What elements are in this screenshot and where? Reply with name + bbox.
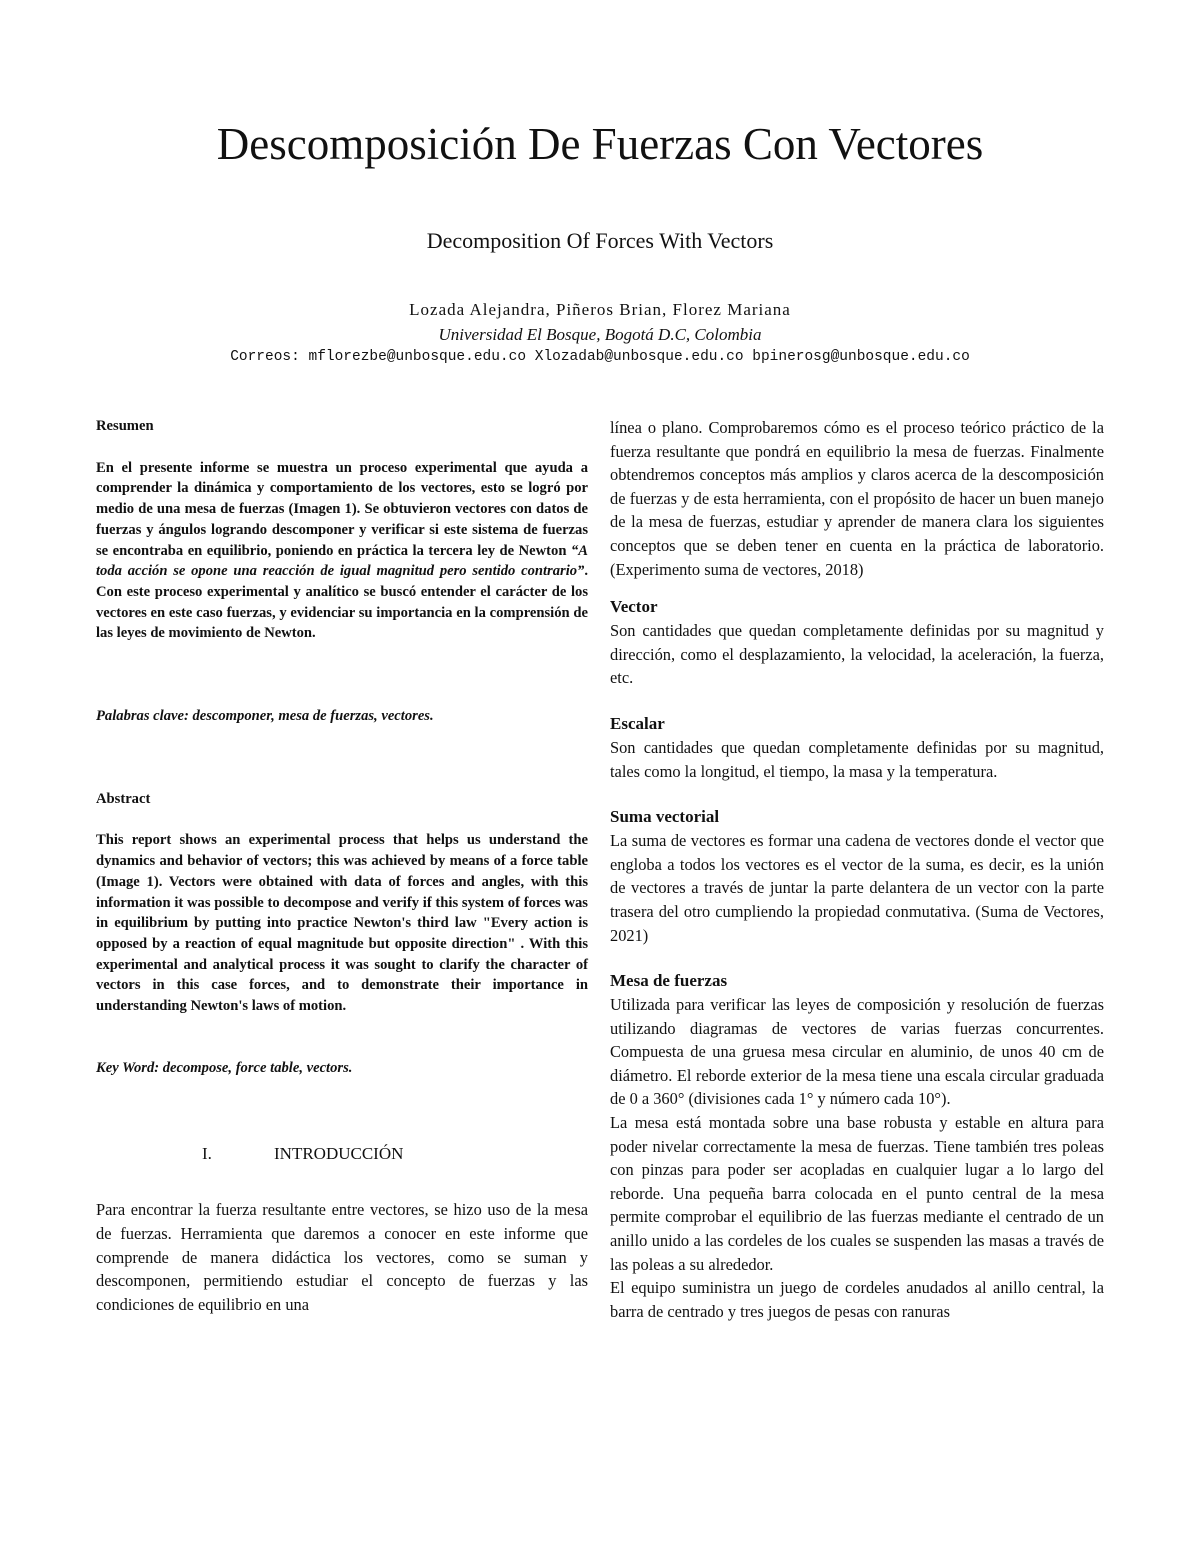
vector-heading: Vector [610,597,658,617]
section-number: I. [202,1144,212,1164]
abstract-text: This report shows an experimental process that helps us understand the dynamics and behavior of vectors; this was achieved by means of a force table (Image 1). Vectors were obtained with data of forces and angles, with this information it was possible to decompose and verify if this system of forces was in equilibrium by putting into practice Newton's third law "Every action is opposed by a reaction of equal magnitude but opposite direction" . With this experimental and analytical process it was sought to clarify the character of vectors in this case forces, and to demonstrate their importance in understanding Newton's laws of motion. [96,832,588,1015]
emails: Correos: mflorezbe@unbosque.edu.co Xlozadab@unbosque.edu.co bpinerosg@unbosque.edu.co [230,349,970,365]
paper-subtitle: Decomposition Of Forces With Vectors [426,228,774,253]
palabras-clave: Palabras clave: descomponer, mesa de fuerzas, vectores. [96,708,434,725]
key-word: Key Word: decompose, force table, vectors. [96,1059,353,1076]
section-heading [96,1142,588,1166]
mesa-paragraph-2: La mesa está montada sobre una base robusta y estable en altura para poder nivelar correctamente la mesa de fuerzas. Tiene también tres poleas con pinzas para poder ser acopladas en cualquier lugar a lo largo del reborde. Una pequeña barra colocada en el punto central de la mesa permite comprobar el equilibrio de las fuerzas mediante el centrado de un anillo unido a las cordeles de los cuales se suspenden las masas a través de las poleas a su alrededor. [610,1113,1104,1274]
authors: Lozada Alejandra, Piñeros Brian, Florez Mariana [409,300,791,319]
mesa-paragraph-3: El equipo suministra un juego de cordeles anudados al anillo central, la barra de centrado y tres juegos de pesas con ranuras [610,1278,1104,1321]
resumen-quote: “A toda acción se opone una reacción de igual magnitud pero sentido contrario” [96,542,588,580]
resumen-text [96,458,588,644]
affiliation: Universidad El Bosque, Bogotá D.C, Colombia [438,325,762,344]
escalar-heading: Escalar [610,713,665,733]
vector-text: Son cantidades que quedan completamente definidas por su magnitud y dirección, como el desplazamiento, la velocidad, la aceleración, la fuerza, etc. [610,621,1104,688]
section-title: INTRODUCCIÓN [274,1144,404,1164]
mesa-heading: Mesa de fuerzas [610,971,728,991]
resumen-label: Resumen [96,418,154,434]
intro-continued: línea o plano. Comprobaremos cómo es el proceso teórico práctico de la fuerza resultante que pondrá en equilibrio la mesa de fuerzas. Finalmente obtendremos conceptos más amplios y claros acerca de la descomposición de fuerzas y de esta herramienta, con el propósito de hacer un buen manejo de la mesa de fuerzas, estudiar y aprender de manera clara los siguientes conceptos que se deben tener en cuenta en la práctica de laboratorio. (Experimento suma de vectores, 2018) [610,418,1104,579]
suma-heading: Suma vectorial [610,807,720,827]
suma-text: La suma de vectores es formar una cadena de vectores donde el vector que engloba a todos los vectores es el vector de la suma, es decir, es la unión de vectores a través de juntar la parte delantera de un vector con la parte trasera del otro cumpliendo la propiedad conmutativa. (Suma de Vectores, 2021) [610,831,1104,945]
resumen-part1: En el presente informe se muestra un proceso experimental que ayuda a comprender la dinámica y comportamiento de los vectores, esto se logró por medio de una mesa de fuerzas (Imagen 1). Se obtuvieron vectores con datos de fuerzas y ángulos logrando descomponer y verificar si este sistema de fuerzas se encontraba en equilibrio, poniendo en práctica la tercera ley de Newton [96,459,588,559]
resumen-part2: . Con este proceso experimental y analítico se buscó entender el carácter de los vectores en este caso fuerzas, y evidenciar su importancia en la comprensión de las leyes de movimiento de Newton. [96,563,588,642]
mesa-paragraph-1: Utilizada para verificar las leyes de composición y resolución de fuerzas utilizando diagramas de vectores de varias fuerzas concurrentes. Compuesta de una gruesa mesa circular en aluminio, de unos 40 cm de diámetro. El reborde exterior de la mesa tiene una escala circular graduada de 0 a 360° (divisiones cada 1° y número cada 10°). [610,995,1104,1109]
paper-title: Descomposición De Fuerzas Con Vectores [216,119,984,169]
abstract-label: Abstract [96,790,151,807]
left-column [96,416,588,1316]
intro-text: Para encontrar la fuerza resultante entre vectores, se hizo uso de la mesa de fuerzas. Herramienta que daremos a conocer en este informe que comprende de manera didáctica los vectores, como se suman y descomponen, permitiendo estudiar el concepto de fuerzas y las condiciones de equilibrio en una [96,1200,588,1314]
right-column [610,416,1104,1323]
escalar-text: Son cantidades que quedan completamente definidas por su magnitud, tales como la longitud, el tiempo, la masa y la temperatura. [610,737,1104,781]
